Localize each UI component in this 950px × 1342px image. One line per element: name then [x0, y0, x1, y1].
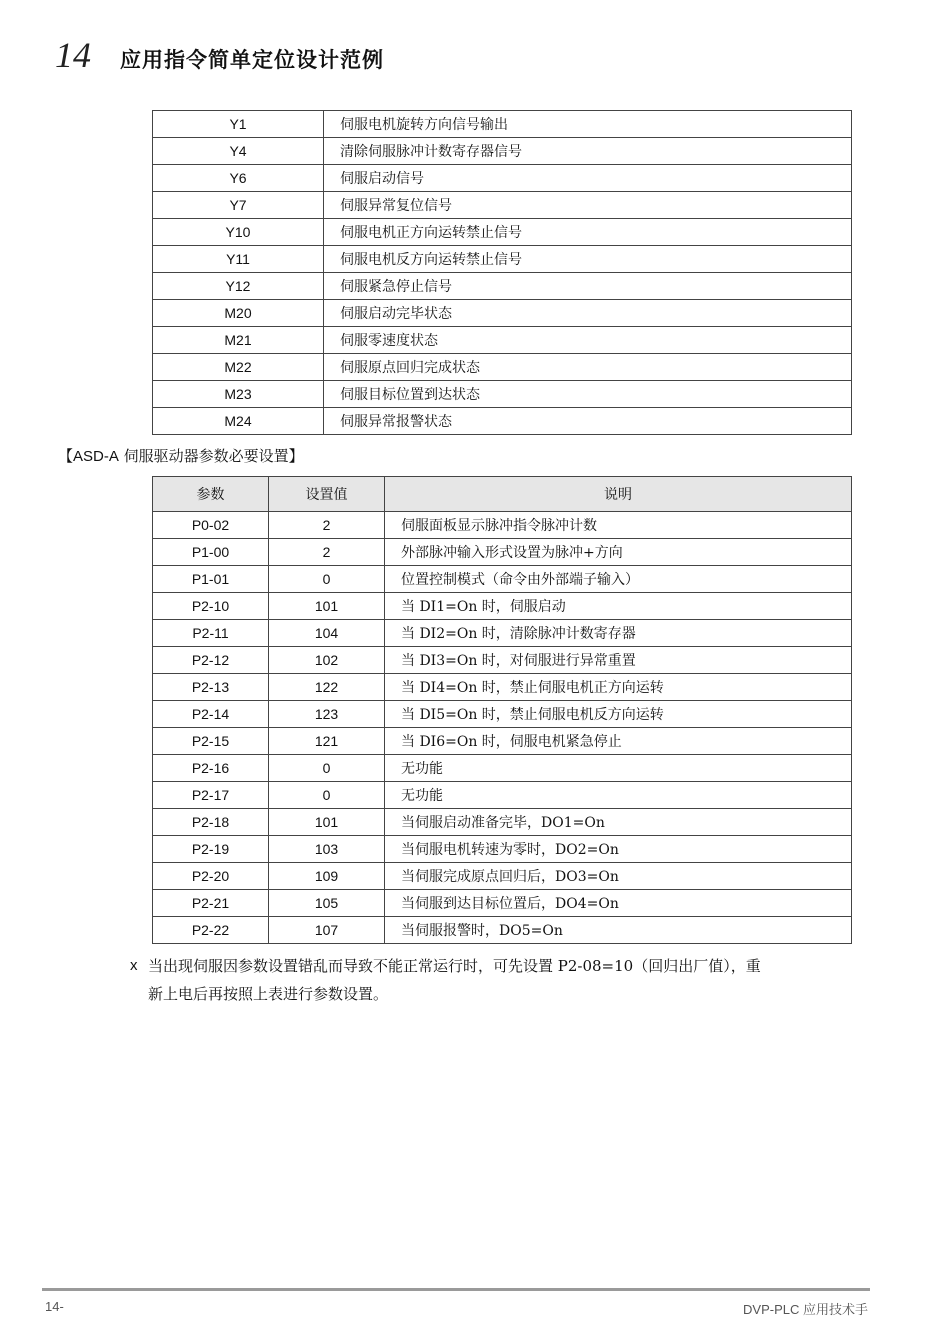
- description-cell: 伺服电机反方向运转禁止信号: [324, 246, 852, 273]
- value-cell: 123: [269, 701, 385, 728]
- param-cell: P1-01: [153, 566, 269, 593]
- device-cell: Y6: [153, 165, 324, 192]
- description-cell: 当 DI5=On 时，禁止伺服电机反方向运转: [385, 701, 852, 728]
- description-cell: 清除伺服脉冲计数寄存器信号: [324, 138, 852, 165]
- table-row: [153, 327, 852, 354]
- description-cell: 伺服原点回归完成状态: [324, 354, 852, 381]
- description-cell: 伺服面板显示脉冲指令脉冲计数: [385, 512, 852, 539]
- description-cell: 伺服零速度状态: [324, 327, 852, 354]
- value-cell: 107: [269, 917, 385, 944]
- note: [130, 952, 860, 1008]
- description-cell: 伺服异常报警状态: [324, 408, 852, 435]
- table-header-row: [153, 477, 852, 512]
- table-row: [153, 620, 852, 647]
- param-cell: P2-19: [153, 836, 269, 863]
- value-cell: 101: [269, 809, 385, 836]
- table-row: [153, 138, 852, 165]
- table-row: [153, 273, 852, 300]
- header-value: 设置值: [269, 477, 385, 512]
- param-cell: P2-13: [153, 674, 269, 701]
- description-cell: 当 DI4=On 时，禁止伺服电机正方向运转: [385, 674, 852, 701]
- param-cell: P2-12: [153, 647, 269, 674]
- description-cell: 伺服异常复位信号: [324, 192, 852, 219]
- device-cell: Y1: [153, 111, 324, 138]
- table-row: [153, 566, 852, 593]
- value-cell: 103: [269, 836, 385, 863]
- param-cell: P2-22: [153, 917, 269, 944]
- table-row: [153, 111, 852, 138]
- table-row: [153, 219, 852, 246]
- description-cell: 外部脉冲输入形式设置为脉冲+方向: [385, 539, 852, 566]
- header-param: 参数: [153, 477, 269, 512]
- header-description: 说明: [385, 477, 852, 512]
- description-cell: 伺服电机正方向运转禁止信号: [324, 219, 852, 246]
- description-cell: 位置控制模式（命令由外部端子输入）: [385, 566, 852, 593]
- device-cell: Y4: [153, 138, 324, 165]
- table-row: [153, 917, 852, 944]
- description-cell: 当 DI1=On 时，伺服启动: [385, 593, 852, 620]
- note-line-1: 当出现伺服因参数设置错乱而导致不能正常运行时，可先设置 P2-08=10（回归出厂值），重: [148, 957, 761, 975]
- value-cell: 2: [269, 539, 385, 566]
- param-cell: P0-02: [153, 512, 269, 539]
- device-cell: M20: [153, 300, 324, 327]
- param-cell: P2-21: [153, 890, 269, 917]
- value-cell: 102: [269, 647, 385, 674]
- description-cell: 伺服电机旋转方向信号输出: [324, 111, 852, 138]
- bracket-open: 【: [58, 447, 74, 465]
- table-row: [153, 647, 852, 674]
- signal-table: [152, 110, 852, 435]
- param-cell: P2-16: [153, 755, 269, 782]
- section-heading: [58, 445, 304, 466]
- table-row: [153, 755, 852, 782]
- section-title-latin: ASD-A: [73, 448, 119, 465]
- device-cell: Y10: [153, 219, 324, 246]
- table-row: [153, 246, 852, 273]
- value-cell: 0: [269, 782, 385, 809]
- description-cell: 伺服启动完毕状态: [324, 300, 852, 327]
- table-row: [153, 512, 852, 539]
- chapter-number: 14: [55, 35, 91, 75]
- param-cell: P1-00: [153, 539, 269, 566]
- description-cell: 当伺服到达目标位置后，DO4=On: [385, 890, 852, 917]
- param-cell: P2-17: [153, 782, 269, 809]
- device-cell: M24: [153, 408, 324, 435]
- value-cell: 121: [269, 728, 385, 755]
- param-cell: P2-15: [153, 728, 269, 755]
- device-cell: M21: [153, 327, 324, 354]
- device-cell: Y11: [153, 246, 324, 273]
- description-cell: 当 DI2=On 时，清除脉冲计数寄存器: [385, 620, 852, 647]
- table-row: [153, 701, 852, 728]
- value-cell: 0: [269, 755, 385, 782]
- table-row: [153, 539, 852, 566]
- param-cell: P2-11: [153, 620, 269, 647]
- description-cell: 伺服目标位置到达状态: [324, 381, 852, 408]
- description-cell: 伺服紧急停止信号: [324, 273, 852, 300]
- table-row: [153, 782, 852, 809]
- param-cell: P2-14: [153, 701, 269, 728]
- description-cell: 伺服启动信号: [324, 165, 852, 192]
- table-row: [153, 836, 852, 863]
- value-cell: 122: [269, 674, 385, 701]
- param-cell: P2-20: [153, 863, 269, 890]
- bracket-close: 】: [288, 447, 304, 465]
- table-row: [153, 593, 852, 620]
- value-cell: 2: [269, 512, 385, 539]
- device-cell: Y12: [153, 273, 324, 300]
- table-row: [153, 863, 852, 890]
- table-row: [153, 728, 852, 755]
- value-cell: 101: [269, 593, 385, 620]
- bullet-icon: x: [130, 957, 138, 974]
- parameter-table: [152, 476, 852, 944]
- table-row: [153, 674, 852, 701]
- value-cell: 104: [269, 620, 385, 647]
- description-cell: 当伺服启动准备完毕，DO1=On: [385, 809, 852, 836]
- table-row: [153, 408, 852, 435]
- description-cell: 当 DI6=On 时，伺服电机紧急停止: [385, 728, 852, 755]
- device-cell: Y7: [153, 192, 324, 219]
- section-title-cn: 伺服驱动器参数必要设置: [118, 447, 289, 465]
- table-row: [153, 809, 852, 836]
- table-row: [153, 890, 852, 917]
- chapter-title: 应用指令简单定位设计范例: [120, 48, 384, 72]
- table-row: [153, 192, 852, 219]
- device-cell: M22: [153, 354, 324, 381]
- table-row: [153, 354, 852, 381]
- note-line-2: 新上电后再按照上表进行参数设置。: [148, 985, 389, 1003]
- device-cell: M23: [153, 381, 324, 408]
- footer-manual-title: DVP-PLC 应用技术手: [743, 1302, 868, 1317]
- description-cell: 当 DI3=On 时，对伺服进行异常重置: [385, 647, 852, 674]
- description-cell: 无功能: [385, 782, 852, 809]
- description-cell: 当伺服完成原点回归后，DO3=On: [385, 863, 852, 890]
- description-cell: 无功能: [385, 755, 852, 782]
- footer-divider: [42, 1288, 870, 1291]
- value-cell: 105: [269, 890, 385, 917]
- param-cell: P2-10: [153, 593, 269, 620]
- description-cell: 当伺服电机转速为零时，DO2=On: [385, 836, 852, 863]
- footer-page-number: 14-: [45, 1299, 64, 1314]
- table-row: [153, 300, 852, 327]
- param-cell: P2-18: [153, 809, 269, 836]
- description-cell: 当伺服报警时，DO5=On: [385, 917, 852, 944]
- table-row: [153, 381, 852, 408]
- value-cell: 0: [269, 566, 385, 593]
- table-row: [153, 165, 852, 192]
- value-cell: 109: [269, 863, 385, 890]
